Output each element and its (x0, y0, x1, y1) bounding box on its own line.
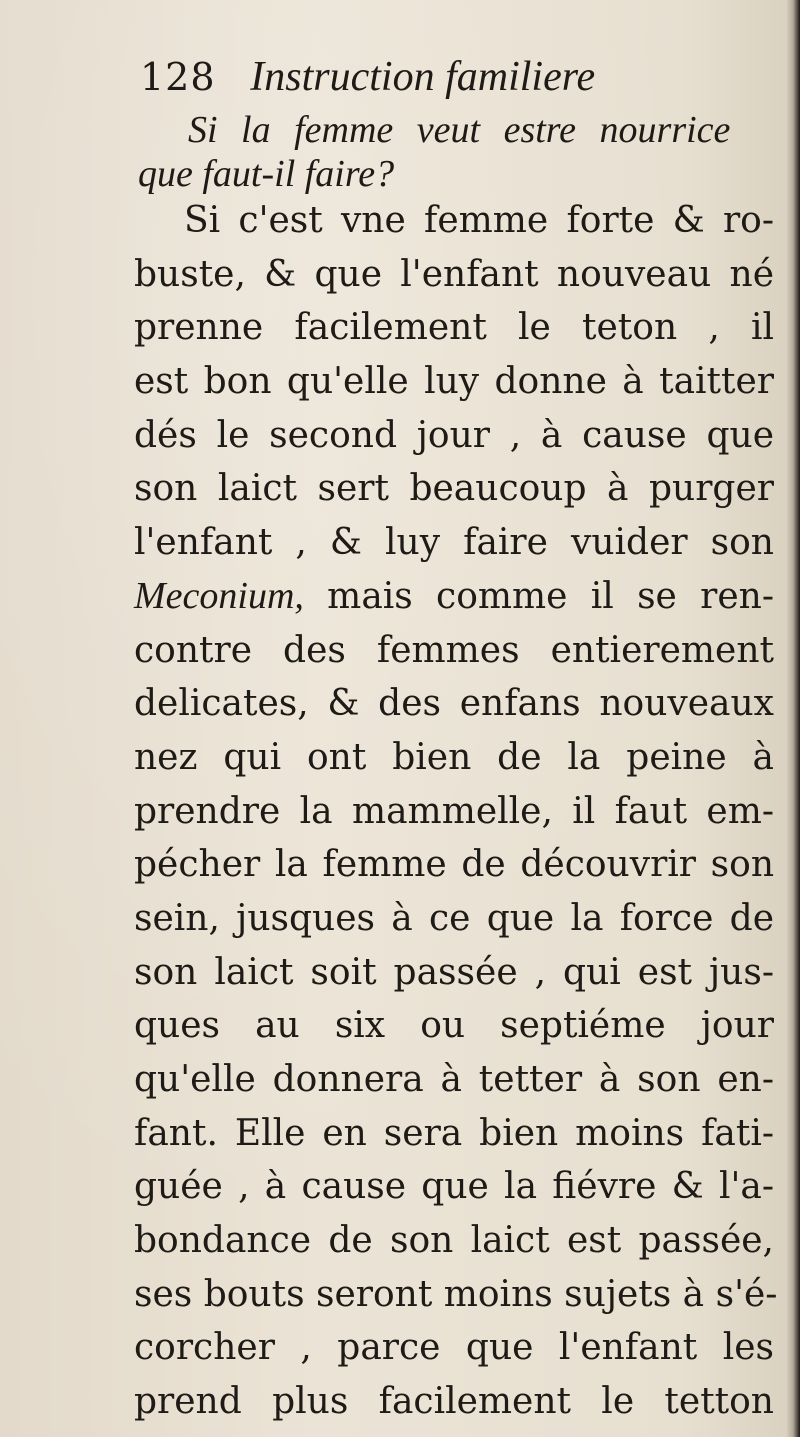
text-line: bondance de son laict est passée, (134, 1220, 774, 1262)
page-number: 128 (140, 55, 216, 99)
text-line: corcher , parce que l'enfant les (134, 1327, 774, 1369)
question-line-1: Si la femme veut estre nourrice (188, 109, 731, 151)
text-line: est bon qu'elle luy donne à taitter (134, 361, 774, 403)
text-line: son laict sert beaucoup à purger (134, 468, 774, 510)
text-line: fant. Elle en sera bien moins fati- (134, 1112, 774, 1154)
text-line: nez qui ont bien de la peine à (134, 736, 774, 778)
text-line: dés le second jour , à cause que (134, 414, 774, 456)
text-line: delicates, & des enfans nouveaux (134, 683, 774, 725)
question-line-2: que faut-il faire? (138, 153, 395, 195)
text-line: contre des femmes entierement (134, 629, 774, 671)
page-gutter-shadow (786, 0, 800, 1437)
running-head (140, 52, 700, 102)
text-line: l'enfant , & luy faire vuider son (134, 522, 774, 564)
text-line-meconium (134, 570, 774, 624)
text-line: pécher la femme de découvrir son (134, 844, 774, 886)
text-line: ses bouts seront moins sujets à s'é- (134, 1273, 778, 1315)
text-line: guée , à cause que la fiévre & l'a- (134, 1166, 774, 1208)
italic-term: Meconium, (134, 574, 304, 617)
text-line: qu'elle donnera à tetter à son en- (134, 1059, 774, 1100)
text-line: prenne facilement le teton , il (134, 307, 774, 349)
question-heading (138, 108, 774, 196)
text-line: ques au six ou septiéme jour (134, 1005, 774, 1047)
body-paragraph (134, 194, 778, 1429)
text-line: sein, jusques à ce que la force de (134, 897, 774, 939)
running-title: Instruction familiere (250, 54, 596, 100)
text-line: prendre la mammelle, il faut em- (134, 790, 774, 832)
text-line: prend plus facilement le tetton (134, 1381, 774, 1423)
text-line: buste, & que l'enfant nouveau né (134, 253, 774, 295)
text-line: son laict soit passée , qui est jus- (134, 951, 774, 993)
text-line-rest: mais comme il se ren- (303, 575, 774, 617)
text-line: Si c'est vne femme forte & ro- (184, 200, 774, 241)
